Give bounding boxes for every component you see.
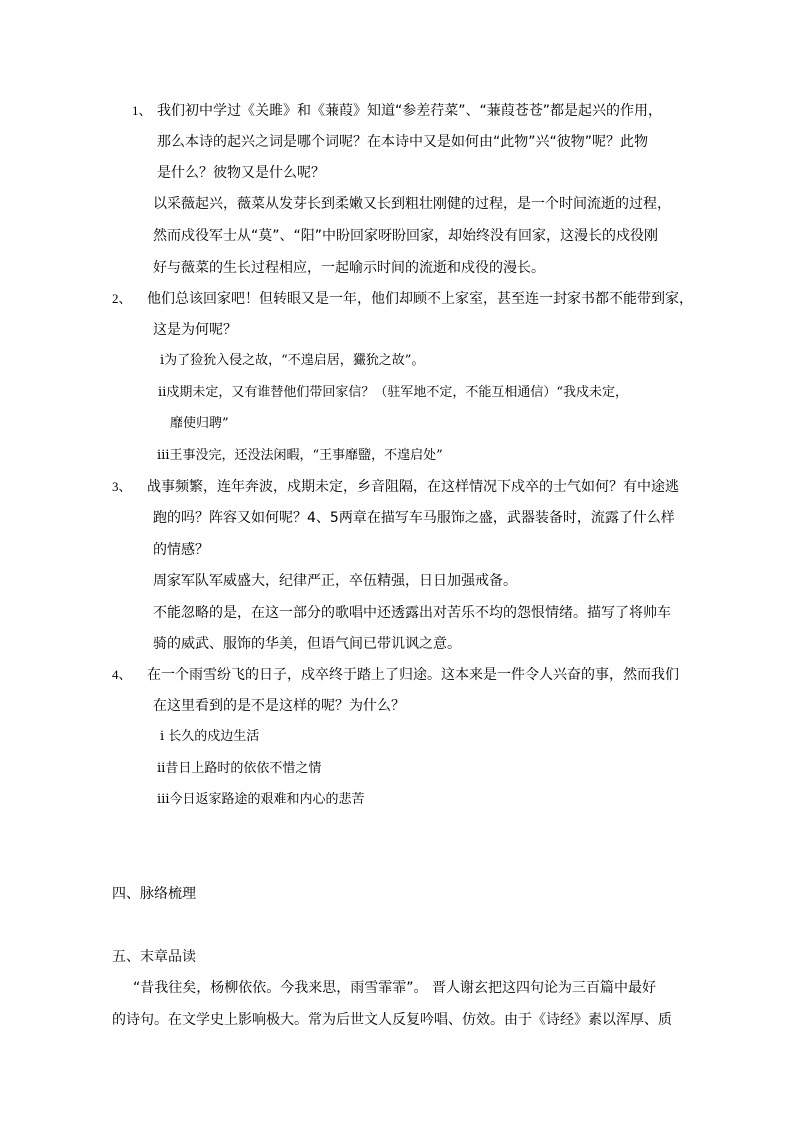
question-4-point-1: ⅰ 长久的戍边生活 bbox=[160, 729, 260, 744]
question-2-number: 2、 bbox=[112, 291, 132, 306]
question-1-line-3: 是什么？彼物又是什么呢？ bbox=[157, 165, 325, 181]
question-1-line-1: 我们初中学过《关雎》和《蒹葭》知道“参差荇菜”、“蒹葭苍苍”都是起兴的作用， bbox=[157, 103, 663, 119]
question-1-answer-line-2: 然而戍役军士从“莫”、“阳”中盼回家呀盼回家，却始终没有回家，这漫长的戍役刚 bbox=[153, 228, 659, 244]
question-4-line-1: 在一个雨雪纷飞的日子，戍卒终于踏上了归途。这本来是一件令人兴奋的事，然而我们 bbox=[147, 667, 679, 683]
question-2-point-1: ⅰ为了猃狁入侵之故，“不遑启居，玁狁之故”。 bbox=[160, 353, 425, 368]
question-1-answer-line-1: 以采薇起兴，薇菜从发芽长到柔嫩又长到粗壮刚健的过程，是一个时间流逝的过程， bbox=[153, 196, 671, 212]
question-4-line-2: 在这里看到的是不是这样的呢？为什么？ bbox=[153, 698, 405, 714]
question-3-line-2: 跑的吗？阵容又如何呢？4、5两章在描写车马服饰之盛，武器装备时，流露了什么样 bbox=[153, 510, 675, 526]
question-1-number: 1、 bbox=[132, 103, 152, 118]
section-4-heading: 四、脉络梳理 bbox=[112, 886, 196, 902]
question-1-line-2: 那么本诗的起兴之词是哪个词呢？在本诗中又是如何由“此物”兴“彼物”呢？此物 bbox=[157, 134, 649, 150]
question-3-line-3: 的情感？ bbox=[153, 542, 209, 558]
question-3-answer-line-1: 周家军队军威盛大，纪律严正，卒伍精强，日日加强戒备。 bbox=[153, 573, 517, 589]
question-2-point-2: ⅱ戍期未定，又有谁替他们带回家信？（驻军地不定，不能互相通信）“我戍未定， bbox=[158, 385, 628, 400]
question-2-line-2: 这是为何呢？ bbox=[153, 322, 237, 338]
section-5-paragraph-line-2: 的诗句。在文学史上影响极大。常为后世文人反复吟唱、仿效。由于《诗经》素以浑厚、质 bbox=[112, 1012, 672, 1028]
question-3-line-1: 战事频繁，连年奔波，戍期未定，乡音阻隔，在这样情况下戍卒的士气如何？有中途逃 bbox=[147, 479, 679, 495]
question-3-answer-line-3: 骑的威武、服饰的华美，但语气间已带讥讽之意。 bbox=[153, 636, 461, 652]
question-4-number: 4、 bbox=[112, 667, 132, 682]
question-3-number: 3、 bbox=[112, 479, 132, 494]
question-2-point-3: ⅲ王事没完，还没法闲暇，“王事靡盬，不遑启处” bbox=[157, 448, 443, 463]
section-5-paragraph-line-1: “昔我往矣，杨柳依依。今我来思，雨雪霏霏”。 晋人谢玄把这四句论为三百篇中最好 bbox=[133, 980, 656, 996]
question-4-point-2: ⅱ昔日上路时的依依不惜之情 bbox=[157, 761, 322, 776]
section-5-heading: 五、末章品读 bbox=[112, 949, 196, 965]
question-2-point-2-cont: 靡使归聘” bbox=[170, 416, 229, 431]
question-2-line-1: 他们总该回家吧！但转眼又是一年，他们却顾不上家室，甚至连一封家书都不能带到家， bbox=[147, 291, 693, 307]
question-4-point-3: ⅲ今日返家路途的艰难和内心的悲苦 bbox=[157, 792, 365, 807]
question-3-answer-line-2: 不能忽略的是，在这一部分的歌唱中还透露出对苦乐不均的怨恨情绪。描写了将帅车 bbox=[153, 605, 671, 621]
question-1-answer-line-3: 好与薇菜的生长过程相应，一起喻示时间的流逝和戍役的漫长。 bbox=[153, 260, 545, 276]
